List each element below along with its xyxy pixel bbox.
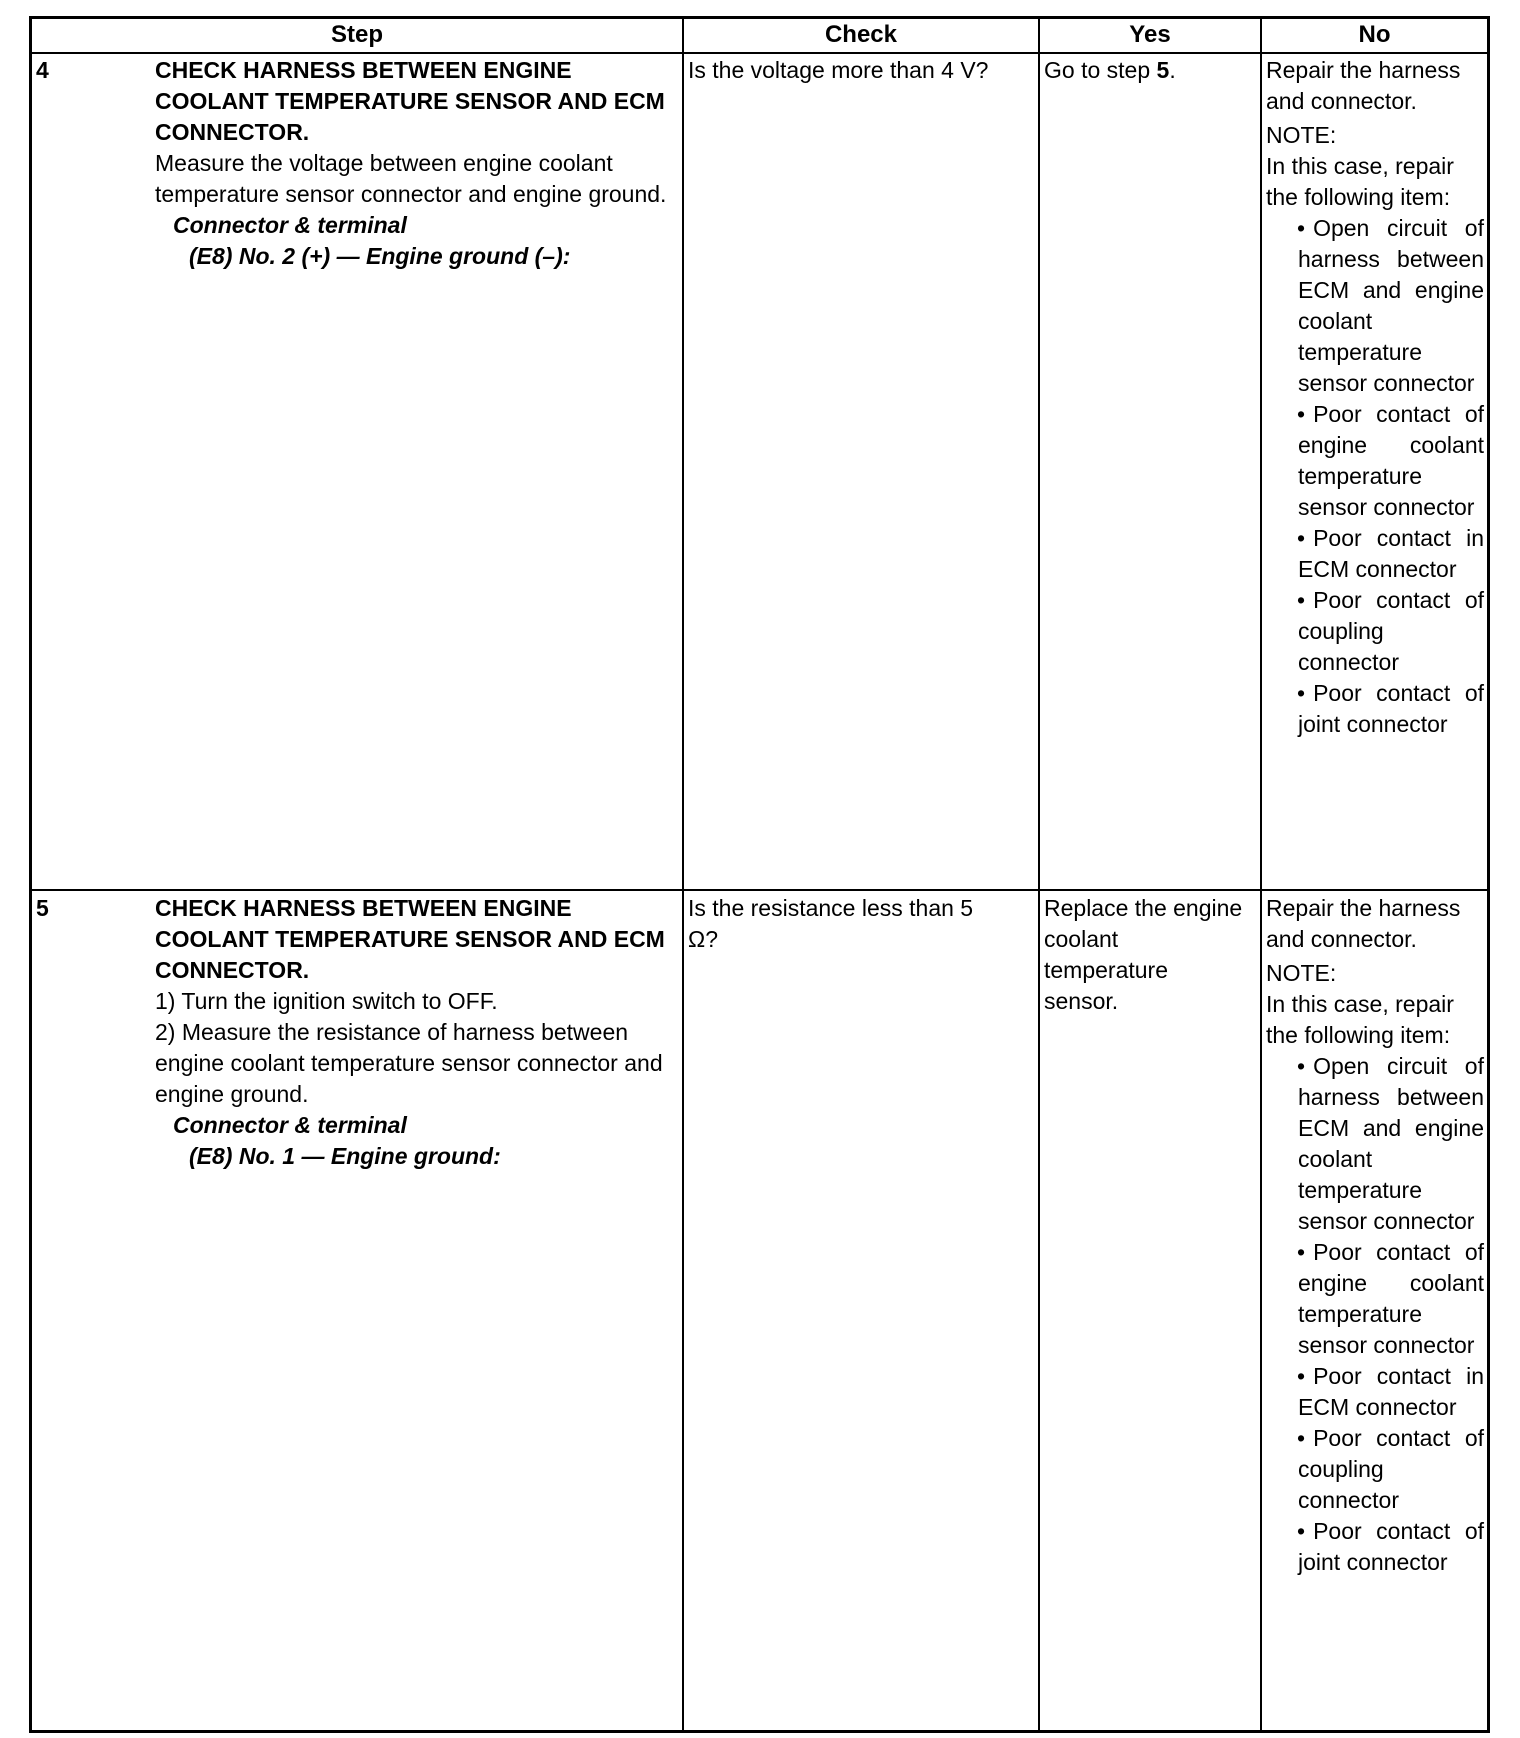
yes-suffix: .: [1169, 57, 1176, 83]
column-divider: [1038, 16, 1040, 1733]
list-item: • Poor contact of engine coolant temperature sensor connector: [1297, 1239, 1484, 1358]
no-action: Repair the harness and connector.: [1266, 895, 1461, 952]
list-item: • Poor contact of coupling connector: [1297, 587, 1484, 675]
header-check: Check: [824, 21, 898, 48]
header-step: Step: [330, 21, 383, 48]
list-item: • Open circuit of harness between ECM and engine coolant temperature sensor connector: [1297, 215, 1484, 396]
row-divider: [29, 889, 1490, 891]
column-divider: [682, 16, 684, 1733]
step-instruction: 2) Measure the resistance of harness between engine coolant temperature sensor connector and engine ground.: [155, 1019, 663, 1107]
list-item: • Poor contact in ECM connector: [1297, 525, 1484, 582]
no-text: [1266, 55, 1484, 740]
note-text: In this case, repair the following item:: [1266, 153, 1454, 210]
step-instruction: 1) Turn the ignition switch to OFF.: [155, 988, 498, 1014]
step-title: CHECK HARNESS BETWEEN ENGINE COOLANT TEMPERATURE SENSOR AND ECM CONNECTOR.: [155, 57, 665, 145]
connector-detail: (E8) No. 1 — Engine ground:: [189, 1143, 501, 1169]
yes-prefix: Go to step: [1044, 57, 1157, 83]
list-item: • Poor contact of joint connector: [1297, 1518, 1484, 1575]
header-divider: [29, 52, 1490, 54]
list-item: • Poor contact of joint connector: [1297, 680, 1484, 737]
connector-detail: (E8) No. 2 (+) — Engine ground (–):: [189, 243, 571, 269]
connector-label: Connector & terminal: [173, 212, 407, 238]
yes-text: [1044, 55, 1254, 86]
list-item: • Poor contact of engine coolant temperature sensor connector: [1297, 401, 1484, 520]
no-action: Repair the harness and connector.: [1266, 57, 1461, 114]
connector-label: Connector & terminal: [173, 1112, 407, 1138]
step-number: 5: [36, 895, 49, 921]
check-text: Is the resistance less than 5 Ω?: [688, 895, 974, 952]
item-list: [1266, 1051, 1484, 1578]
list-item: • Poor contact in ECM connector: [1297, 1363, 1484, 1420]
step-description: [155, 55, 675, 272]
column-divider: [1260, 16, 1262, 1733]
step-description: [155, 893, 675, 1172]
step-title: CHECK HARNESS BETWEEN ENGINE COOLANT TEMPERATURE SENSOR AND ECM CONNECTOR.: [155, 895, 665, 983]
header-no: No: [1358, 21, 1391, 48]
check-text: Is the voltage more than 4 V?: [688, 57, 989, 83]
yes-text: Replace the engine coolant temperature sensor.: [1044, 895, 1243, 1014]
note-label: NOTE:: [1266, 122, 1337, 148]
header-yes: Yes: [1129, 21, 1171, 48]
no-text: [1266, 893, 1484, 1578]
list-item: • Poor contact of coupling connector: [1297, 1425, 1484, 1513]
yes-step-number: 5: [1156, 57, 1170, 83]
list-item: • Open circuit of harness between ECM and engine coolant temperature sensor connector: [1297, 1053, 1484, 1234]
note-label: NOTE:: [1266, 960, 1337, 986]
note-text: In this case, repair the following item:: [1266, 991, 1454, 1048]
item-list: [1266, 213, 1484, 740]
step-instruction: Measure the voltage between engine coolant temperature sensor connector and engine ground.: [155, 150, 667, 207]
step-number: 4: [36, 57, 49, 83]
